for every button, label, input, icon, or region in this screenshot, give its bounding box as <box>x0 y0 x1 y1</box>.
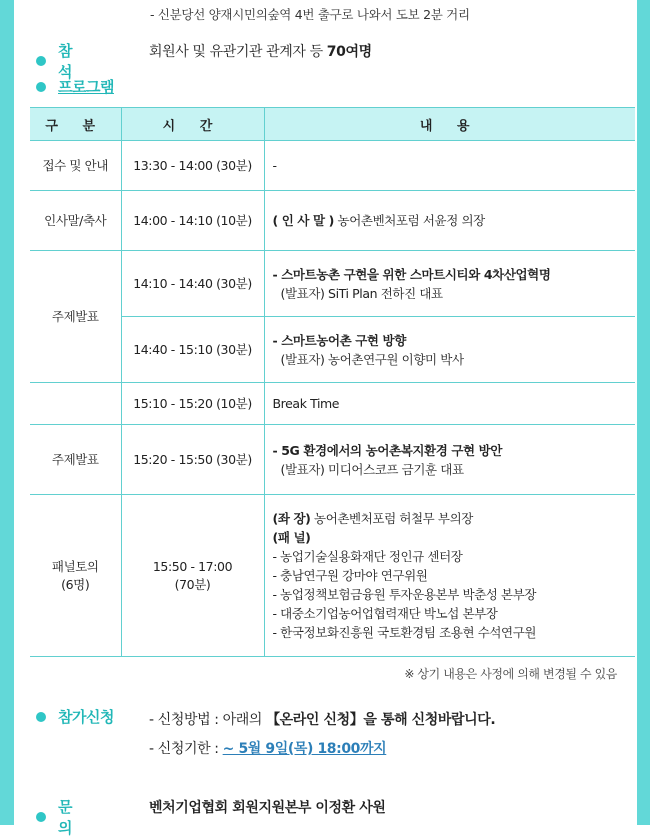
talk-title: - 스마트농촌 구현을 위한 스마트시티와 4차산업혁명 <box>272 266 551 282</box>
apply-method-online: 【온라인 신청】을 통해 신청바랍니다. <box>266 712 496 728</box>
cell-category: 접수 및 안내 <box>30 141 121 191</box>
contact-row <box>36 796 132 838</box>
program-row <box>36 76 114 97</box>
apply-method <box>149 709 495 729</box>
table-row <box>30 317 635 383</box>
apply-label: 참가신청 <box>58 708 114 726</box>
bullet-dot-icon <box>36 812 46 822</box>
cell-content <box>264 425 635 495</box>
cell-time: 14:10 - 14:40 (30분) <box>121 251 264 317</box>
panel-category: 패널토의 <box>51 558 99 574</box>
cell-category: 인사말/축사 <box>30 191 121 251</box>
notice-content <box>14 0 637 837</box>
table-row <box>30 425 635 495</box>
attendees-value-prefix: 회원사 및 유관기관 관계자 등 <box>149 44 323 60</box>
table-row <box>30 141 635 191</box>
cell-time: 15:20 - 15:50 (30분) <box>121 425 264 495</box>
panel-count: (6명) <box>61 576 90 592</box>
cell-content: - <box>264 141 635 191</box>
cell-time: 14:00 - 14:10 (10분) <box>121 191 264 251</box>
contact-value: 벤처기업협회 회원지원본부 이정환 사원 <box>149 800 386 816</box>
table-header-row <box>30 108 635 141</box>
header-content: 내 용 <box>264 108 635 141</box>
cell-content <box>264 251 635 317</box>
contact-label: 문 의 <box>58 798 89 837</box>
greeting-speaker: 농어촌벤처포럼 서윤정 의장 <box>337 213 485 228</box>
attendees-value <box>149 41 372 61</box>
talk-speaker: (발표자) 미디어스코프 금기훈 대표 <box>280 461 464 477</box>
panel-time: 15:50 - 17:00 <box>152 558 233 574</box>
cell-category: 주제발표 <box>30 425 121 495</box>
attendees-count: 70여명 <box>326 44 372 60</box>
attendees-label: 참 석 <box>58 42 89 81</box>
header-category: 구 분 <box>30 108 121 141</box>
cell-category: 주제발표 <box>30 251 121 383</box>
program-label: 프로그램 <box>58 78 114 96</box>
cell-category <box>30 383 121 425</box>
table-row <box>30 251 635 317</box>
panelist: - 대중소기업농어업협력재단 박노섭 본부장 <box>272 606 498 621</box>
cell-content <box>264 317 635 383</box>
apply-method-prefix: - 신청방법 : 아래의 <box>149 712 262 728</box>
program-table <box>30 107 635 657</box>
panelist: - 농업기술실용화재단 정인규 센터장 <box>272 549 463 564</box>
apply-deadline <box>149 738 386 758</box>
cell-content <box>264 191 635 251</box>
panel-chair <box>273 509 636 528</box>
panelist: - 한국정보화진흥원 국토환경팀 조용현 수석연구원 <box>272 625 537 640</box>
talk-speaker: (발표자) 농어촌연구원 이향미 박사 <box>280 351 464 367</box>
chair-value: 농어촌벤처포럼 허철무 부의장 <box>314 511 473 526</box>
cell-time: 15:10 - 15:20 (10분) <box>121 383 264 425</box>
table-row <box>30 191 635 251</box>
greeting-title: ( 인 사 말 ) <box>272 213 334 228</box>
talk-title: - 스마트농어촌 구현 방향 <box>272 332 406 348</box>
left-frame-border <box>0 0 14 825</box>
table-row <box>30 383 635 425</box>
cell-content <box>264 495 635 657</box>
cell-category <box>30 495 121 657</box>
panel-label: (패 널) <box>272 530 311 545</box>
cell-time: 14:40 - 15:10 (30분) <box>121 317 264 383</box>
bullet-dot-icon <box>36 56 46 66</box>
header-time: 시 간 <box>121 108 264 141</box>
panelist: - 충남연구원 강마야 연구위원 <box>272 568 428 583</box>
apply-row <box>36 706 114 727</box>
apply-deadline-prefix: - 신청기한 : <box>149 741 219 757</box>
panelist: - 농업정책보험금융원 투자운용본부 박춘성 본부장 <box>272 587 537 602</box>
change-notice: ※ 상기 내용은 사정에 의해 변경될 수 있음 <box>404 667 617 681</box>
cell-time <box>121 495 264 657</box>
talk-title: - 5G 환경에서의 농어촌복지환경 구현 방안 <box>272 442 503 458</box>
chair-label: (좌 장) <box>272 511 311 526</box>
cell-time: 13:30 - 14:00 (30분) <box>121 141 264 191</box>
location-note: - 신분당선 양재시민의숲역 4번 출구로 나와서 도보 2분 거리 <box>150 7 470 22</box>
panel-duration: (70분) <box>174 576 211 592</box>
bullet-dot-icon <box>36 712 46 722</box>
talk-speaker: (발표자) SiTi Plan 전하진 대표 <box>280 285 443 301</box>
deadline-link[interactable]: ~ 5월 9일(목) 18:00까지 <box>222 741 387 757</box>
table-row <box>30 495 635 657</box>
bullet-dot-icon <box>36 82 46 92</box>
cell-content: Break Time <box>264 383 635 425</box>
right-frame-border <box>637 0 650 825</box>
